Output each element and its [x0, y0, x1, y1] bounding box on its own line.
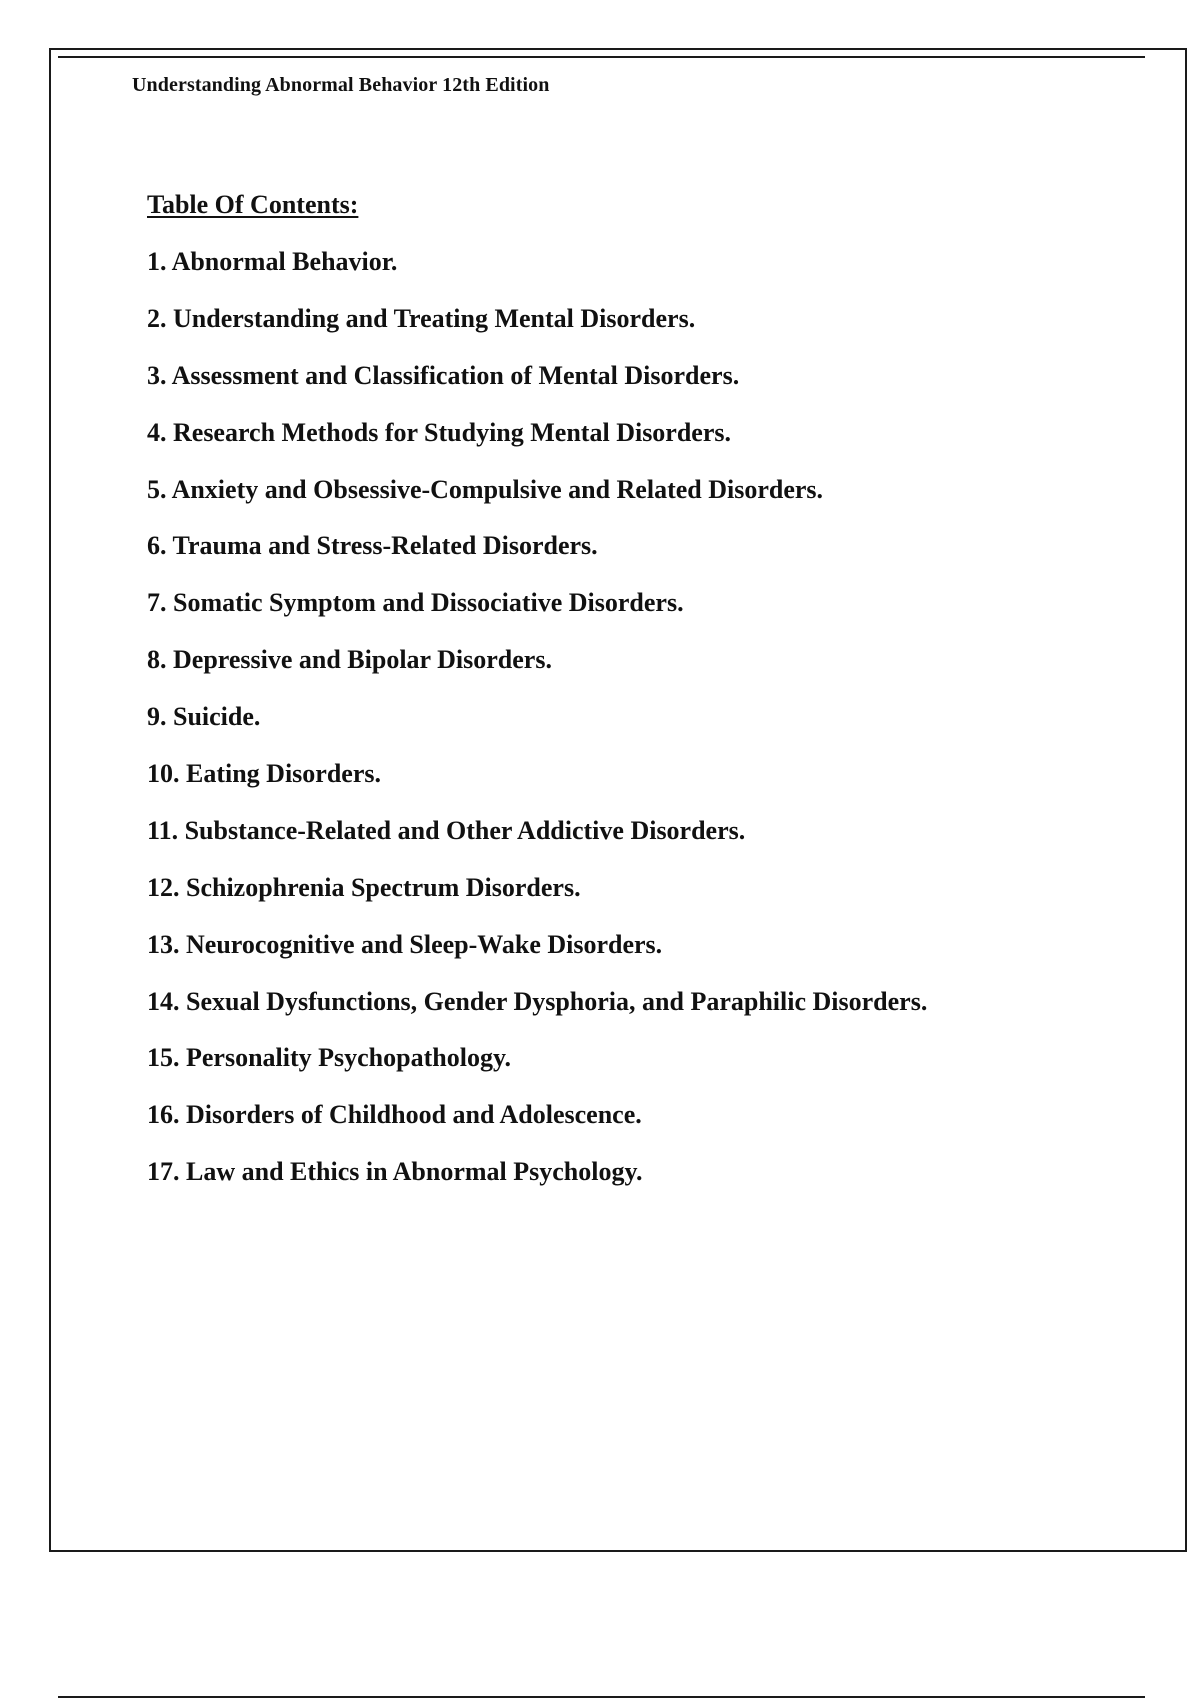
toc-item: 6. Trauma and Stress-Related Disorders. [147, 531, 598, 561]
toc-item: 9. Suicide. [147, 702, 261, 732]
toc-item: 17. Law and Ethics in Abnormal Psychology. [147, 1157, 643, 1187]
toc-item: 10. Eating Disorders. [147, 759, 381, 789]
toc-list [147, 247, 927, 1214]
toc-item: 13. Neurocognitive and Sleep-Wake Disorders. [147, 929, 663, 959]
toc-item: 5. Anxiety and Obsessive-Compulsive and Related Disorders. [147, 474, 824, 504]
toc-item: 2. Understanding and Treating Mental Disorders. [147, 303, 696, 333]
toc-title: Table Of Contents: [147, 190, 359, 219]
toc-item: 12. Schizophrenia Spectrum Disorders. [147, 872, 581, 902]
document-header-title: Understanding Abnormal Behavior 12th Edition [132, 74, 550, 96]
footer-rule [58, 1696, 1145, 1698]
header-rule [58, 56, 1145, 58]
toc-item: 3. Assessment and Classification of Mental Disorders. [147, 360, 740, 390]
toc-item: 16. Disorders of Childhood and Adolescence. [147, 1100, 642, 1130]
toc-item: 1. Abnormal Behavior. [147, 247, 398, 276]
toc-item: 14. Sexual Dysfunctions, Gender Dysphoria, and Paraphilic Disorders. [147, 986, 928, 1016]
toc-item: 8. Depressive and Bipolar Disorders. [147, 645, 552, 675]
toc-item: 7. Somatic Symptom and Dissociative Disorders. [147, 588, 684, 618]
toc-item: 15. Personality Psychopathology. [147, 1043, 512, 1073]
toc-item: 11. Substance-Related and Other Addictive Disorders. [147, 815, 746, 845]
toc-item: 4. Research Methods for Studying Mental Disorders. [147, 417, 732, 447]
